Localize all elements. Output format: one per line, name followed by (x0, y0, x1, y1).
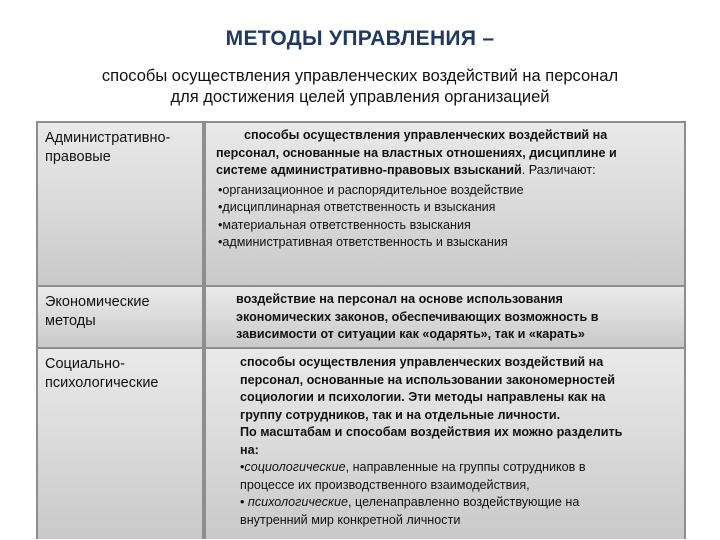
text-line: экономических законов, обеспечивающих возможность в (236, 309, 599, 324)
text-line: способы осуществления управленческих воздействий на (240, 355, 604, 369)
row-label-social-psychological (38, 349, 202, 539)
subtitle-line-2: для достижения целей управления организацией (170, 88, 550, 106)
label-line: Экономические (45, 294, 150, 310)
bullet-item-psychological (240, 494, 674, 512)
bullet-mark: • (240, 495, 248, 509)
text-line: персонал, основанные на использовании закономерностей (240, 372, 616, 387)
bullet-term: психологические (247, 495, 348, 509)
text-line: зависимости от ситуации как «одарять», так и «карать» (236, 327, 585, 341)
page-title: МЕТОДЫ УПРАВЛЕНИЯ – (225, 27, 495, 50)
text-line: на: (240, 442, 259, 457)
methods-table (36, 121, 686, 539)
text-line: социологии и психологии. Эти методы направлены как на (240, 390, 606, 404)
text-line: воздействие на персонал на основе использования (236, 292, 563, 306)
page-subtitle (20, 66, 700, 108)
label-line: Административно- (45, 130, 171, 146)
text-line-bold: системе административно-правовых взысканий (216, 163, 522, 177)
row-label-administrative (38, 123, 202, 285)
bullet-text: , направленные на группы сотрудников в (345, 460, 586, 474)
row-text-administrative (206, 123, 684, 285)
text-line-rest: . Различают: (521, 163, 596, 177)
bullet-mark: • (240, 460, 245, 474)
bullet-item-sociological (240, 459, 674, 477)
bullet-text: , целенаправленно воздействующие на (348, 495, 580, 509)
bullet-item: •материальная ответственность взыскания (218, 217, 471, 232)
bullet-continuation: внутренний мир конкретной личности (240, 512, 461, 527)
row-text-economic (206, 287, 684, 347)
subtitle-line-1: способы осуществления управленческих воздействий на персонал (101, 67, 619, 85)
text-line: способы осуществления управленческих воздействий на (244, 128, 608, 142)
bullet-continuation: процессе их производственного взаимодействия, (240, 477, 530, 492)
bullet-item: •дисциплинарная ответственность и взыскания (218, 200, 496, 214)
text-line: персонал, основанные на властных отношениях, дисциплине и (216, 145, 617, 160)
row-text-social-psychological (206, 349, 684, 539)
label-line: психологические (45, 375, 159, 391)
bullet-item: •административная ответственность и взыскания (218, 235, 508, 249)
row-label-economic (38, 287, 202, 347)
label-line: Социально- (45, 356, 125, 372)
text-line: группу сотрудников, так и на отдельные личности. (240, 407, 561, 422)
bullet-item: •организационное и распорядительное воздействие (218, 182, 524, 197)
label-line: правовые (45, 149, 111, 165)
label-line: методы (45, 313, 96, 329)
bullet-term: социологические (244, 460, 346, 474)
text-line: По масштабам и способам воздействия их можно разделить (240, 425, 623, 439)
